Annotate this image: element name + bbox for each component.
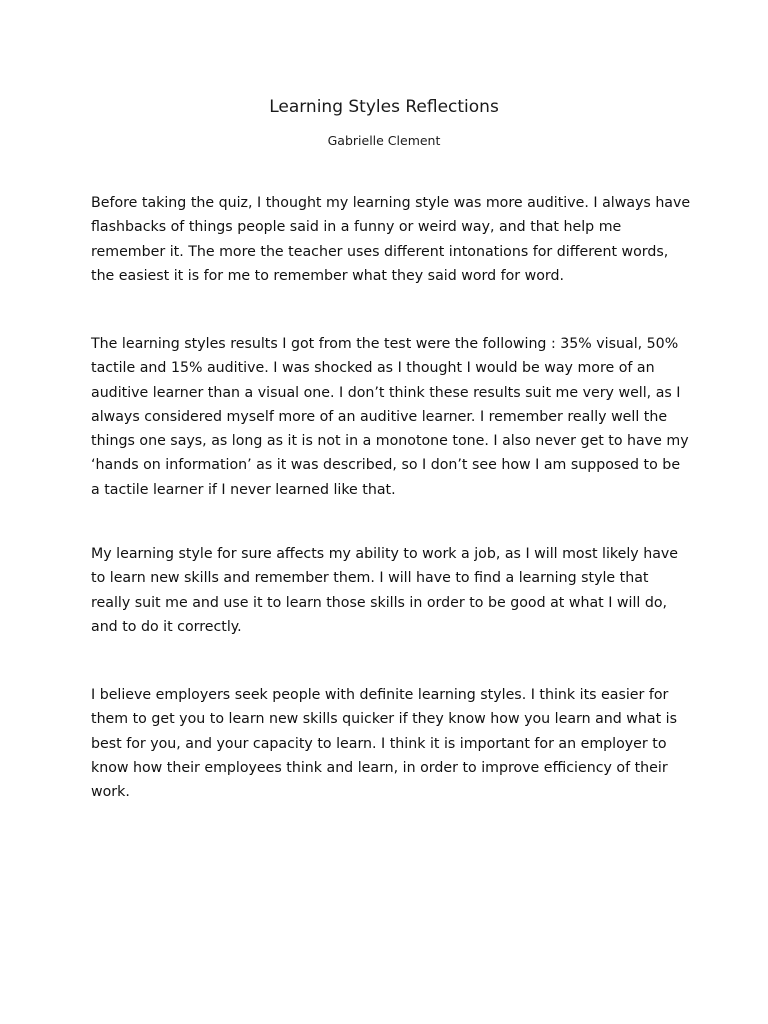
document-author: Gabrielle Clement	[327, 133, 441, 148]
document-title: Learning Styles Reflections	[269, 97, 499, 117]
paragraph-before-quiz: Before taking the quiz, I thought my learning style was more auditive. I always have flashbacks of things people said in a funny or weird way, and that help me remember it. The more the teacher uses different intonations for different words, the easiest it is for me to remember what they said word for word.	[91, 195, 691, 284]
paragraph-employers: I believe employers seek people with definite learning styles. I think its easier for them to get you to learn new skills quicker if they know how you learn and what is best for you, and your capacity to learn. I think it is important for an employer to know how their employees think and learn, in order to improve efficiency of their work.	[91, 687, 677, 801]
paragraph-job-ability: My learning style for sure affects my ability to work a job, as I will most likely have to learn new skills and remember them. I will have to find a learning style that really suit me and use it to learn those skills in order to be good at what I will do, and to do it correctly.	[91, 546, 679, 635]
paragraph-test-results: The learning styles results I got from the test were the following : 35% visual, 50% tactile and 15% auditive. I was shocked as I thought I would be way more of an auditive learner than a visual one. I don’t think these results suit me very well, as I always considered myself more of an auditive learner. I remember really well the things one says, as long as it is not in a monotone tone. I also never get to have my ‘hands on information’ as it was described, so I don’t see how I am supposed to be a tactile learner if I never learned like that.	[91, 336, 689, 498]
